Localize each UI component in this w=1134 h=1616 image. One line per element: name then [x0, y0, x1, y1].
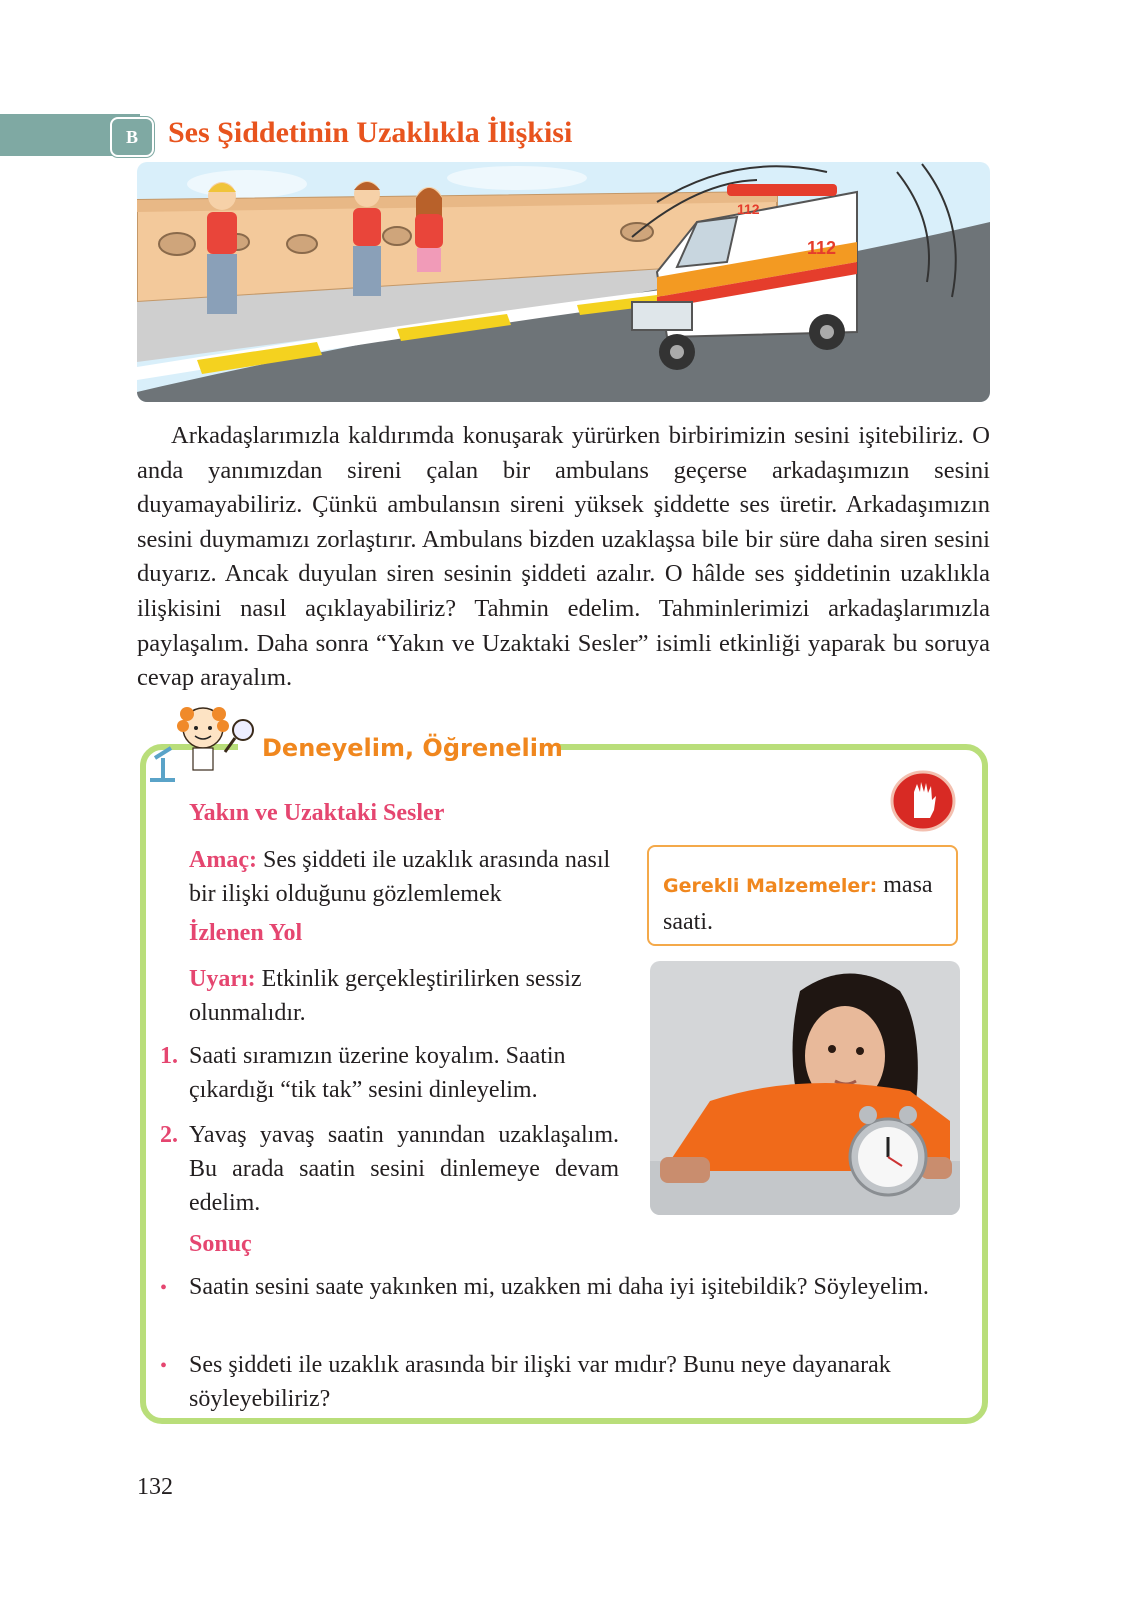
intro-paragraph	[137, 419, 990, 696]
step-2	[160, 1118, 622, 1220]
child-walking-2	[353, 181, 381, 296]
result-bullet-text: Saatin sesini saate yakınken mi, uzakken mi daha iyi işitebildik? Söyleyelim.	[189, 1274, 929, 1300]
photo-girl-with-clock	[650, 961, 960, 1215]
activity-box-title: Deneyelim, Öğrenelim	[262, 734, 563, 762]
ambulance-number-front: 112	[737, 201, 760, 217]
result-heading: Sonuç	[189, 1231, 252, 1257]
warning-label: Uyarı:	[189, 966, 256, 992]
procedure-heading: İzlenen Yol	[189, 920, 303, 946]
mascot-svg	[135, 700, 260, 790]
page-number: 132	[137, 1474, 173, 1500]
street-scene-svg	[137, 162, 990, 402]
step-text: Saati sıramızın üzerine koyalım. Saatin çıkardığı “tik tak” sesini dinleyelim.	[189, 1043, 566, 1103]
ambulance-number-side: 112	[807, 238, 837, 258]
glove-icon	[890, 770, 956, 832]
warning-text: Etkinlik gerçekleştirilirken sessiz olunmalıdır.	[189, 966, 582, 1026]
step-number: 2.	[160, 1122, 178, 1148]
aim-block	[189, 843, 619, 911]
materials-label: Gerekli Malzemeler:	[663, 875, 878, 897]
step-number: 1.	[160, 1043, 178, 1069]
intro-text: Arkadaşlarımızla kaldırımda konuşarak yürürken birbirimizin sesini işitebiliriz. O anda yanımızdan sireni çalan bir ambulans geçerse arkadaşımızın sesini duyamayabiliriz. Çünkü ambulansın sireni yüksek şiddette ses üretir. Arkadaşımızın sesini duymamızı zorlaştırır. Ambulans bizden uzaklaşsa bile bir süre daha siren sesini duyarız. Ancak duyulan siren sesinin şiddeti azalır. O hâlde ses şiddetinin uzaklıkla ilişkisini nasıl açıklayabiliriz? Tahmin edelim. Tahminlerimizi arkadaşlarımızla paylaşalım. Daha sonra “Yakın ve Uzaktaki Sesler” isimli etkinliği yaparak bu soruya cevap arayalım.	[137, 422, 990, 692]
aim-label: Amaç:	[189, 847, 257, 873]
result-bullet-text: Ses şiddeti ile uzaklık arasında bir ilişki var mıdır? Bunu neye dayanarak söyleyebiliriz?	[189, 1352, 891, 1412]
street-illustration	[137, 162, 990, 402]
section-badge: B	[110, 117, 154, 157]
mascot-illustration	[135, 700, 260, 790]
child-walking-1	[207, 182, 237, 314]
materials-box	[647, 845, 958, 946]
result-bullet-2: • Ses şiddeti ile uzaklık arasında bir ilişki var mıdır? Bunu neye dayanarak söyleyebiliriz?	[160, 1348, 960, 1416]
step-text: Yavaş yavaş saatin yanından uzaklaşalım. Bu arada saatin sesini dinlemeye devam edelim.	[189, 1122, 619, 1216]
activity-name: Yakın ve Uzaktaki Sesler	[189, 800, 445, 826]
result-bullet-1: • Saatin sesini saate yakınken mi, uzakken mi daha iyi işitebildik? Söyleyelim.	[160, 1270, 960, 1305]
aim-text: Ses şiddeti ile uzaklık arasında nasıl bir ilişki olduğunu gözlemlemek	[189, 847, 611, 907]
photo-svg	[650, 961, 960, 1215]
page-title: Ses Şiddetinin Uzaklıkla İlişkisi	[168, 116, 573, 149]
warning-block	[189, 962, 621, 1030]
materials-text: masa saati.	[663, 872, 933, 935]
step-1	[160, 1039, 622, 1107]
child-walking-3	[415, 187, 443, 272]
